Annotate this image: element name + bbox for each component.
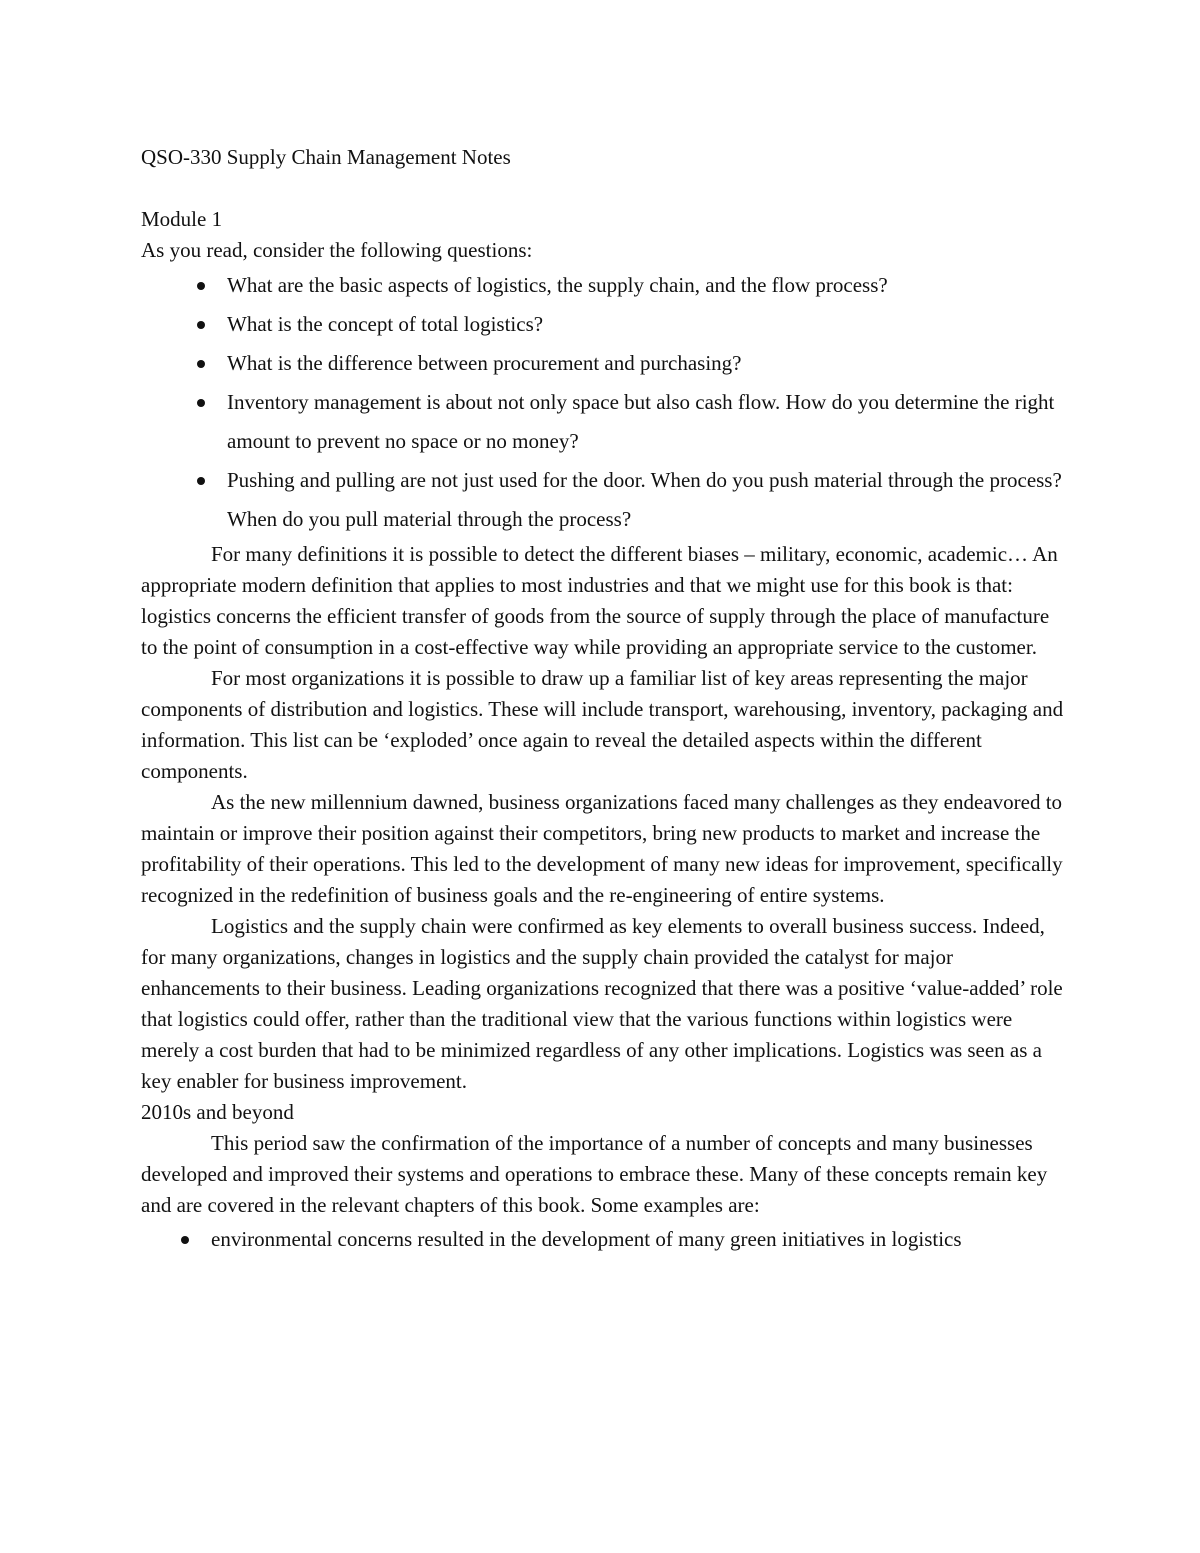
questions-intro: As you read, consider the following questions: xyxy=(141,238,533,262)
example-item xyxy=(141,1224,1066,1255)
examples-list xyxy=(141,1224,1066,1255)
section-paragraph: This period saw the confirmation of the importance of a number of concepts and many businesses developed and improved their systems and operations to embrace these. Many of these concepts remain key and are covered in the relevant chapters of this book. Some examples are: xyxy=(141,1131,1048,1217)
question-text: What is the difference between procurement and purchasing? xyxy=(227,351,742,375)
section-heading: 2010s and beyond xyxy=(141,1100,294,1124)
body-paragraph: For many definitions it is possible to detect the different biases – military, economic, academic… An appropriate modern definition that applies to most industries and that we might use for this book is that: logistics concerns the efficient transfer of goods from the source of supply through the place of manufacture to the point of consumption in a cost-effective way while providing an appropriate service to the customer. xyxy=(141,542,1058,659)
bullet-icon xyxy=(197,399,205,407)
question-text: Pushing and pulling are not just used for the door. When do you push material through the process? When do you pull material through the process? xyxy=(227,468,1062,531)
questions-list xyxy=(141,266,1066,539)
body-paragraph: For most organizations it is possible to draw up a familiar list of key areas representing the major components of distribution and logistics. These will include transport, warehousing, inventory, packaging and information. This list can be ‘exploded’ once again to reveal the detailed aspects within the different components. xyxy=(141,666,1064,783)
body-paragraph: As the new millennium dawned, business organizations faced many challenges as they endeavored to maintain or improve their position against their competitors, bring new products to market and increase the profitability of their operations. This led to the development of many new ideas for improvement, specifically recognized in the redefinition of business goals and the re-engineering of entire systems. xyxy=(141,790,1063,907)
question-text: What is the concept of total logistics? xyxy=(227,312,544,336)
module-heading: Module 1 xyxy=(141,207,223,231)
body-paragraph: Logistics and the supply chain were confirmed as key elements to overall business success. Indeed, for many organizations, changes in logistics and the supply chain provided the catalyst for major enhancements to their business. Leading organizations recognized that there was a positive ‘value-added’ role that logistics could offer, rather than the traditional view that the various functions within logistics were merely a cost burden that had to be minimized regardless of any other implications. Logistics was seen as a key enabler for business improvement. xyxy=(141,914,1063,1093)
document-title: QSO-330 Supply Chain Management Notes xyxy=(141,145,511,169)
bullet-icon xyxy=(197,282,205,290)
bullet-icon xyxy=(197,321,205,329)
question-item xyxy=(141,383,1066,461)
question-item xyxy=(141,305,1066,344)
question-item xyxy=(141,266,1066,305)
bullet-icon xyxy=(197,477,205,485)
question-item xyxy=(141,461,1066,539)
document-body xyxy=(141,142,1066,1255)
bullet-icon xyxy=(197,360,205,368)
example-text: environmental concerns resulted in the development of many green initiatives in logistics xyxy=(211,1227,962,1251)
question-text: What are the basic aspects of logistics, the supply chain, and the flow process? xyxy=(227,273,888,297)
question-item xyxy=(141,344,1066,383)
bullet-icon xyxy=(181,1236,189,1244)
question-text: Inventory management is about not only space but also cash flow. How do you determine the right amount to prevent no space or no money? xyxy=(227,390,1055,453)
